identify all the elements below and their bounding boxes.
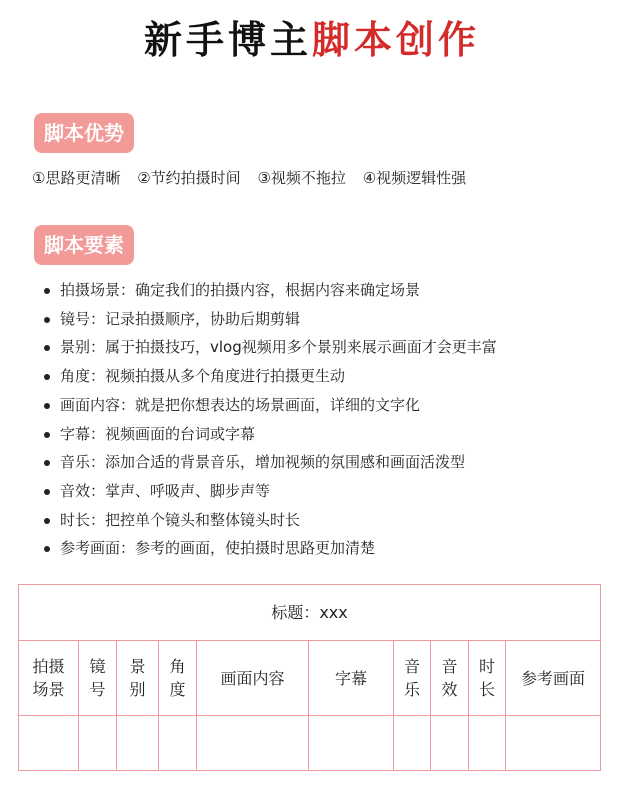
column-header: 镜号 — [79, 641, 117, 716]
column-header: 音乐 — [394, 641, 431, 716]
elements-list — [42, 276, 497, 563]
advantage-item: ④视频逻辑性强 — [362, 169, 467, 187]
elements-heading: 脚本要素 — [34, 225, 134, 265]
column-header: 音效 — [431, 641, 469, 716]
column-header: 字幕 — [309, 641, 394, 716]
table-cell[interactable] — [309, 716, 394, 771]
table-cell[interactable] — [117, 716, 159, 771]
page-title-part2: 脚本创作 — [312, 18, 481, 62]
table-cell[interactable] — [394, 716, 431, 771]
column-header: 时长 — [469, 641, 506, 716]
element-item: 画面内容：就是把你想表达的场景画面，详细的文字化 — [42, 391, 497, 420]
table-cell[interactable] — [79, 716, 117, 771]
element-item: 字幕：视频画面的台词或字幕 — [42, 420, 497, 449]
element-item: 景别：属于拍摄技巧，vlog视频用多个景别来展示画面才会更丰富 — [42, 333, 497, 362]
element-item: 拍摄场景：确定我们的拍摄内容，根据内容来确定场景 — [42, 276, 497, 305]
advantage-item: ①思路更清晰 — [32, 169, 121, 187]
element-item: 时长：把控单个镜头和整体镜头时长 — [42, 506, 497, 535]
column-header: 角度 — [159, 641, 197, 716]
element-item: 角度：视频拍摄从多个角度进行拍摄更生动 — [42, 362, 497, 391]
table-title: 标题：xxx — [19, 585, 601, 641]
advantage-item: ②节约拍摄时间 — [137, 169, 241, 187]
element-item: 音乐：添加合适的背景音乐，增加视频的氛围感和画面活泼型 — [42, 448, 497, 477]
advantages-heading: 脚本优势 — [34, 113, 134, 153]
column-header: 画面内容 — [197, 641, 309, 716]
table-cell[interactable] — [19, 716, 79, 771]
element-item: 镜号：记录拍摄顺序，协助后期剪辑 — [42, 305, 497, 334]
script-table — [18, 584, 601, 771]
column-header: 景别 — [117, 641, 159, 716]
advantages-list — [32, 166, 478, 190]
table-cell[interactable] — [506, 716, 601, 771]
column-header: 参考画面 — [506, 641, 601, 716]
element-item: 参考画面：参考的画面，使拍摄时思路更加清楚 — [42, 534, 497, 563]
table-cell[interactable] — [159, 716, 197, 771]
column-header: 拍摄场景 — [19, 641, 79, 716]
table-cell[interactable] — [469, 716, 506, 771]
advantage-item: ③视频不拖拉 — [257, 169, 346, 187]
table-cell[interactable] — [431, 716, 469, 771]
element-item: 音效：掌声、呼吸声、脚步声等 — [42, 477, 497, 506]
page-title — [0, 14, 624, 66]
page-title-part1: 新手博主 — [143, 18, 312, 62]
table-cell[interactable] — [197, 716, 309, 771]
